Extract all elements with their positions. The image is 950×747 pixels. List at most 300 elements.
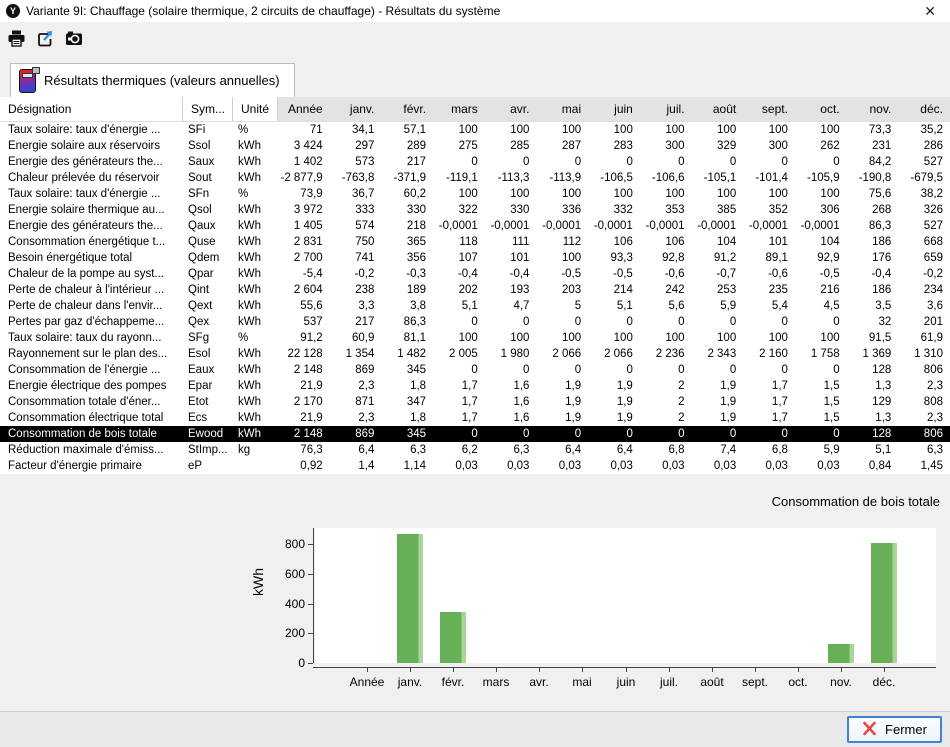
row-designation: Besoin énergétique total: [8, 252, 133, 264]
row-unit: kWh: [238, 156, 261, 168]
row-value: 2 148: [293, 364, 323, 376]
row-value: 100: [717, 332, 737, 344]
row-value: 1,6: [513, 396, 530, 408]
row-value: 186: [872, 236, 892, 248]
row-value: -0,4: [509, 268, 530, 280]
row-value: 2 160: [759, 348, 788, 360]
row-designation: Taux solaire: taux d'énergie ...: [8, 124, 161, 136]
table-row[interactable]: [0, 330, 950, 346]
row-value: 5,9: [823, 444, 840, 456]
row-value: 0: [626, 428, 633, 440]
row-value: 100: [665, 188, 685, 200]
table-row[interactable]: [0, 282, 950, 298]
row-value: 1 405: [293, 220, 323, 232]
export-button[interactable]: [34, 29, 56, 51]
row-value: 86,3: [868, 220, 892, 232]
row-value: 6,2: [461, 444, 478, 456]
row-value: 100: [820, 332, 840, 344]
row-symbol: Qpar: [188, 268, 214, 280]
row-value: 234: [923, 284, 943, 296]
table-row[interactable]: [0, 186, 950, 202]
row-value: 5,4: [771, 300, 788, 312]
x-tick: [410, 668, 411, 672]
row-value: -0,0001: [438, 220, 478, 232]
row-value: 100: [717, 188, 737, 200]
row-value: 5,1: [461, 300, 478, 312]
row-value: 300: [768, 140, 788, 152]
row-value: -763,8: [341, 172, 375, 184]
row-value: 202: [458, 284, 478, 296]
row-value: 92,8: [662, 252, 685, 264]
row-value: 106: [665, 236, 685, 248]
row-symbol: Esol: [188, 348, 211, 360]
window-close-button[interactable]: ✕: [924, 3, 936, 19]
row-value: 0: [833, 156, 840, 168]
column-header[interactable]: Unité: [233, 97, 278, 121]
table-row[interactable]: [0, 378, 950, 394]
row-unit: kWh: [238, 364, 261, 376]
row-value: 537: [303, 316, 323, 328]
row-value: 106: [613, 236, 633, 248]
row-value: 22 128: [287, 348, 323, 360]
table-row[interactable]: [0, 346, 950, 362]
row-value: 0: [523, 156, 530, 168]
row-value: 330: [510, 204, 530, 216]
row-value: 6,4: [358, 444, 375, 456]
tab-thermal-results[interactable]: [10, 63, 295, 97]
row-value: 806: [923, 428, 943, 440]
row-value: 55,6: [300, 300, 323, 312]
row-value: 100: [561, 332, 582, 344]
row-value: -0,0001: [593, 220, 633, 232]
row-value: 3 972: [293, 204, 323, 216]
x-tick-label: déc.: [872, 675, 896, 689]
row-value: 2 170: [293, 396, 323, 408]
row-value: 0: [471, 316, 478, 328]
row-value: 57,1: [403, 124, 427, 136]
row-value: 0,03: [558, 460, 582, 472]
x-axis-line: [313, 667, 936, 668]
row-value: 235: [768, 284, 788, 296]
print-button[interactable]: [5, 29, 27, 51]
row-symbol: Qex: [188, 316, 210, 328]
column-header[interactable]: août: [692, 97, 744, 121]
row-value: 7,4: [720, 444, 737, 456]
row-value: 5,6: [668, 300, 685, 312]
row-value: 35,2: [920, 124, 943, 136]
row-designation: Consommation de l'énergie ...: [8, 364, 161, 376]
x-tick-label: août: [700, 675, 724, 689]
row-value: 3,5: [875, 300, 892, 312]
row-value: 91,2: [713, 252, 737, 264]
row-value: 6,4: [616, 444, 633, 456]
row-value: 1,7: [771, 396, 788, 408]
column-header[interactable]: avr.: [485, 97, 537, 121]
row-value: 1,6: [513, 412, 530, 424]
row-value: 1,9: [720, 396, 737, 408]
row-value: 92,9: [817, 252, 840, 264]
row-value: 1,5: [823, 412, 840, 424]
row-value: 100: [717, 124, 737, 136]
row-value: 1,7: [461, 380, 478, 392]
row-value: 0: [626, 156, 633, 168]
row-unit: kg: [238, 444, 251, 456]
row-value: 2: [678, 380, 685, 392]
row-designation: Energie des générateurs the...: [8, 220, 163, 232]
row-symbol: Quse: [188, 236, 216, 248]
y-tick: [308, 633, 313, 634]
row-value: 34,1: [351, 124, 375, 136]
row-value: -371,9: [393, 172, 427, 184]
row-value: 238: [355, 284, 375, 296]
table-header: [0, 97, 950, 122]
column-header[interactable]: déc.: [898, 97, 950, 121]
row-unit: kWh: [238, 220, 261, 232]
row-unit: kWh: [238, 268, 261, 280]
row-value: 2,3: [358, 412, 375, 424]
row-value: 750: [355, 236, 375, 248]
row-value: 176: [872, 252, 892, 264]
table-row[interactable]: [0, 154, 950, 170]
row-value: -113,3: [497, 172, 530, 184]
tab-label: Résultats thermiques (valeurs annuelles): [44, 73, 280, 88]
table-row[interactable]: [0, 394, 950, 410]
row-value: 1,7: [771, 380, 788, 392]
row-value: 329: [717, 140, 737, 152]
row-value: 100: [665, 124, 685, 136]
row-symbol: Sout: [188, 172, 212, 184]
printer-icon: [7, 29, 26, 51]
row-value: -0,0001: [748, 220, 788, 232]
row-value: 217: [406, 156, 427, 168]
row-value: 2 236: [655, 348, 685, 360]
row-value: 869: [355, 428, 375, 440]
column-header[interactable]: juil.: [640, 97, 692, 121]
row-value: 38,2: [920, 188, 943, 200]
row-value: -0,5: [561, 268, 582, 280]
row-value: 345: [406, 428, 427, 440]
row-value: 100: [561, 252, 582, 264]
x-tick-label: juin: [616, 675, 636, 689]
row-value: 1,5: [823, 380, 840, 392]
table-row[interactable]: [0, 170, 950, 186]
row-unit: kWh: [238, 204, 261, 216]
row-value: 100: [510, 188, 530, 200]
chart: [0, 474, 950, 710]
column-header[interactable]: nov.: [847, 97, 899, 121]
table-row[interactable]: [0, 122, 950, 138]
column-header[interactable]: Désignation: [0, 97, 183, 121]
row-designation: Energie des générateurs the...: [8, 156, 163, 168]
row-symbol: Qdem: [188, 252, 220, 264]
row-value: -190,8: [858, 172, 892, 184]
fermer-label: Fermer: [885, 722, 927, 737]
row-value: -0,0001: [542, 220, 582, 232]
export-icon: [36, 29, 55, 51]
row-value: 275: [458, 140, 478, 152]
row-value: 1,4: [358, 460, 375, 472]
chart-y-axis-label: kWh: [250, 568, 266, 596]
column-header[interactable]: juin: [588, 97, 640, 121]
row-value: 242: [665, 284, 685, 296]
camera-icon: [64, 29, 84, 51]
row-value: 668: [923, 236, 943, 248]
row-value: 5: [574, 300, 582, 312]
x-tick-label: nov.: [830, 675, 852, 689]
row-value: 129: [872, 396, 892, 408]
row-value: 100: [820, 124, 840, 136]
row-value: 0: [781, 316, 788, 328]
row-value: 352: [768, 204, 788, 216]
row-value: 297: [355, 140, 375, 152]
row-symbol: Ecs: [188, 412, 208, 424]
row-unit: kWh: [238, 428, 261, 440]
row-value: 6,3: [410, 444, 427, 456]
row-value: 100: [458, 332, 478, 344]
row-value: 1,14: [403, 460, 427, 472]
row-value: 336: [561, 204, 582, 216]
row-value: 128: [872, 428, 892, 440]
row-value: 1,7: [461, 412, 478, 424]
row-value: 1,45: [920, 460, 943, 472]
column-header[interactable]: Année: [278, 97, 330, 121]
column-header[interactable]: févr.: [381, 97, 433, 121]
x-tick-label: oct.: [788, 675, 808, 689]
row-value: 4,5: [823, 300, 840, 312]
row-value: 218: [406, 220, 427, 232]
table-row[interactable]: [0, 314, 950, 330]
row-value: 0: [523, 316, 530, 328]
row-value: 3,8: [410, 300, 427, 312]
table-row[interactable]: [0, 410, 950, 426]
row-value: 189: [406, 284, 427, 296]
row-value: 0: [833, 316, 840, 328]
row-value: 32: [878, 316, 892, 328]
row-value: 100: [561, 188, 582, 200]
row-value: 1,9: [616, 380, 633, 392]
row-value: -0,0001: [800, 220, 840, 232]
column-header[interactable]: janv.: [330, 97, 382, 121]
row-value: 322: [458, 204, 478, 216]
snapshot-button[interactable]: [63, 29, 85, 51]
row-symbol: StImp...: [188, 444, 228, 456]
row-value: 60,9: [351, 332, 375, 344]
row-value: 2 066: [552, 348, 582, 360]
row-value: 0: [471, 428, 478, 440]
row-value: 4,7: [513, 300, 530, 312]
row-symbol: Eaux: [188, 364, 215, 376]
x-tick: [367, 668, 368, 672]
row-value: -119,1: [446, 172, 478, 184]
row-value: 3,6: [926, 300, 943, 312]
row-designation: Pertes par gaz d'échappeme...: [8, 316, 165, 328]
row-value: 283: [613, 140, 633, 152]
row-symbol: Qint: [188, 284, 210, 296]
row-value: -106,6: [651, 172, 685, 184]
table-row[interactable]: [0, 362, 950, 378]
row-unit: kWh: [238, 412, 261, 424]
x-tick: [841, 668, 842, 672]
row-value: 5,9: [720, 300, 737, 312]
row-value: 6,4: [565, 444, 582, 456]
row-value: 268: [872, 204, 892, 216]
row-value: 0: [678, 316, 685, 328]
table-row[interactable]: [0, 426, 950, 442]
row-value: 6,3: [926, 444, 943, 456]
column-header[interactable]: sept.: [743, 97, 795, 121]
row-value: 81,1: [403, 332, 427, 344]
row-designation: Perte de chaleur à l'intérieur ...: [8, 284, 165, 296]
row-value: 214: [613, 284, 633, 296]
row-value: 84,2: [868, 156, 892, 168]
row-value: 0: [729, 364, 737, 376]
row-value: 216: [820, 284, 840, 296]
column-header[interactable]: oct.: [795, 97, 847, 121]
row-symbol: SFn: [188, 188, 210, 200]
bar: [440, 612, 466, 663]
x-tick: [755, 668, 756, 672]
table-row[interactable]: [0, 234, 950, 250]
row-value: 186: [872, 284, 892, 296]
row-unit: kWh: [238, 172, 261, 184]
row-value: 573: [355, 156, 375, 168]
row-value: 100: [510, 332, 530, 344]
row-unit: kWh: [238, 252, 261, 264]
row-value: 100: [665, 332, 685, 344]
row-value: 75,6: [868, 188, 892, 200]
row-value: 104: [820, 236, 840, 248]
row-value: 527: [923, 156, 943, 168]
row-value: 91,5: [868, 332, 892, 344]
table-row[interactable]: [0, 458, 950, 474]
row-value: 93,3: [610, 252, 633, 264]
row-value: 0,03: [765, 460, 788, 472]
row-value: -113,9: [549, 172, 582, 184]
row-symbol: Epar: [188, 380, 213, 392]
x-tick-label: sept.: [741, 675, 768, 689]
row-value: 0,84: [868, 460, 892, 472]
row-value: 0,03: [713, 460, 737, 472]
row-value: 231: [872, 140, 892, 152]
row-value: 193: [510, 284, 530, 296]
row-value: 1,9: [565, 396, 582, 408]
column-header[interactable]: mars: [433, 97, 485, 121]
column-header[interactable]: mai: [536, 97, 588, 121]
row-value: 0,03: [507, 460, 530, 472]
row-value: 289: [406, 140, 427, 152]
table-row[interactable]: [0, 442, 950, 458]
table-row[interactable]: [0, 202, 950, 218]
row-value: 101: [510, 252, 530, 264]
row-unit: kWh: [238, 300, 261, 312]
row-value: 61,9: [920, 332, 943, 344]
row-value: 1,9: [565, 412, 582, 424]
row-value: 1,8: [410, 412, 427, 424]
row-designation: Taux solaire: taux d'énergie ...: [8, 188, 161, 200]
table-row[interactable]: [0, 266, 950, 282]
row-value: 1,9: [616, 396, 633, 408]
row-value: 5,1: [875, 444, 892, 456]
row-value: 2: [678, 412, 685, 424]
y-tick-label: 600: [284, 567, 305, 581]
row-value: 0: [781, 156, 788, 168]
row-value: 385: [717, 204, 737, 216]
row-value: 1,3: [875, 380, 892, 392]
row-designation: Energie électrique des pompes: [8, 380, 167, 392]
row-value: 100: [768, 124, 788, 136]
table-row[interactable]: [0, 138, 950, 154]
x-tick: [496, 668, 497, 672]
row-value: -101,4: [755, 172, 788, 184]
row-value: 0: [471, 364, 478, 376]
row-value: -105,1: [703, 172, 737, 184]
row-value: 2 343: [707, 348, 737, 360]
row-value: 659: [923, 252, 943, 264]
row-value: 0: [574, 364, 582, 376]
row-unit: %: [238, 188, 249, 200]
row-value: 2 066: [604, 348, 633, 360]
row-value: 0,03: [610, 460, 633, 472]
row-value: -0,6: [768, 268, 788, 280]
row-value: 100: [613, 332, 633, 344]
x-tick-label: mai: [572, 675, 592, 689]
table-row[interactable]: [0, 298, 950, 314]
row-value: 527: [923, 220, 943, 232]
row-value: 262: [820, 140, 840, 152]
footer: [0, 711, 950, 747]
row-value: 0: [729, 156, 737, 168]
row-designation: Consommation électrique total: [8, 412, 164, 424]
close-x-icon: [862, 721, 877, 739]
row-value: 101: [768, 236, 788, 248]
x-tick: [626, 668, 627, 672]
row-symbol: Saux: [188, 156, 215, 168]
row-value: 3,3: [358, 300, 375, 312]
fermer-button[interactable]: [847, 716, 942, 743]
row-value: 2,3: [926, 412, 943, 424]
x-tick: [453, 668, 454, 672]
row-unit: kWh: [238, 380, 261, 392]
row-value: 869: [355, 364, 375, 376]
row-value: -0,5: [613, 268, 633, 280]
row-unit: kWh: [238, 348, 261, 360]
x-tick: [539, 668, 540, 672]
row-value: 2 148: [293, 428, 323, 440]
row-designation: Consommation totale d'éner...: [8, 396, 161, 408]
y-tick-label: 400: [284, 597, 305, 611]
row-unit: kWh: [238, 140, 261, 152]
row-value: 1,6: [513, 380, 530, 392]
y-axis-line: [313, 528, 314, 663]
row-value: 253: [717, 284, 737, 296]
row-value: 21,9: [300, 380, 323, 392]
column-header[interactable]: Sym...: [183, 97, 233, 121]
y-tick: [308, 663, 313, 664]
row-value: 89,1: [765, 252, 788, 264]
row-value: 0,03: [455, 460, 478, 472]
row-value: 0: [729, 316, 737, 328]
row-value: 0: [678, 364, 685, 376]
bar: [871, 543, 897, 663]
row-value: 2: [678, 396, 685, 408]
row-symbol: eP: [188, 460, 203, 472]
table-row[interactable]: [0, 218, 950, 234]
row-value: 100: [561, 124, 582, 136]
table-row[interactable]: [0, 250, 950, 266]
row-value: 107: [458, 252, 478, 264]
row-value: 0: [678, 156, 685, 168]
row-value: 1 482: [397, 348, 427, 360]
